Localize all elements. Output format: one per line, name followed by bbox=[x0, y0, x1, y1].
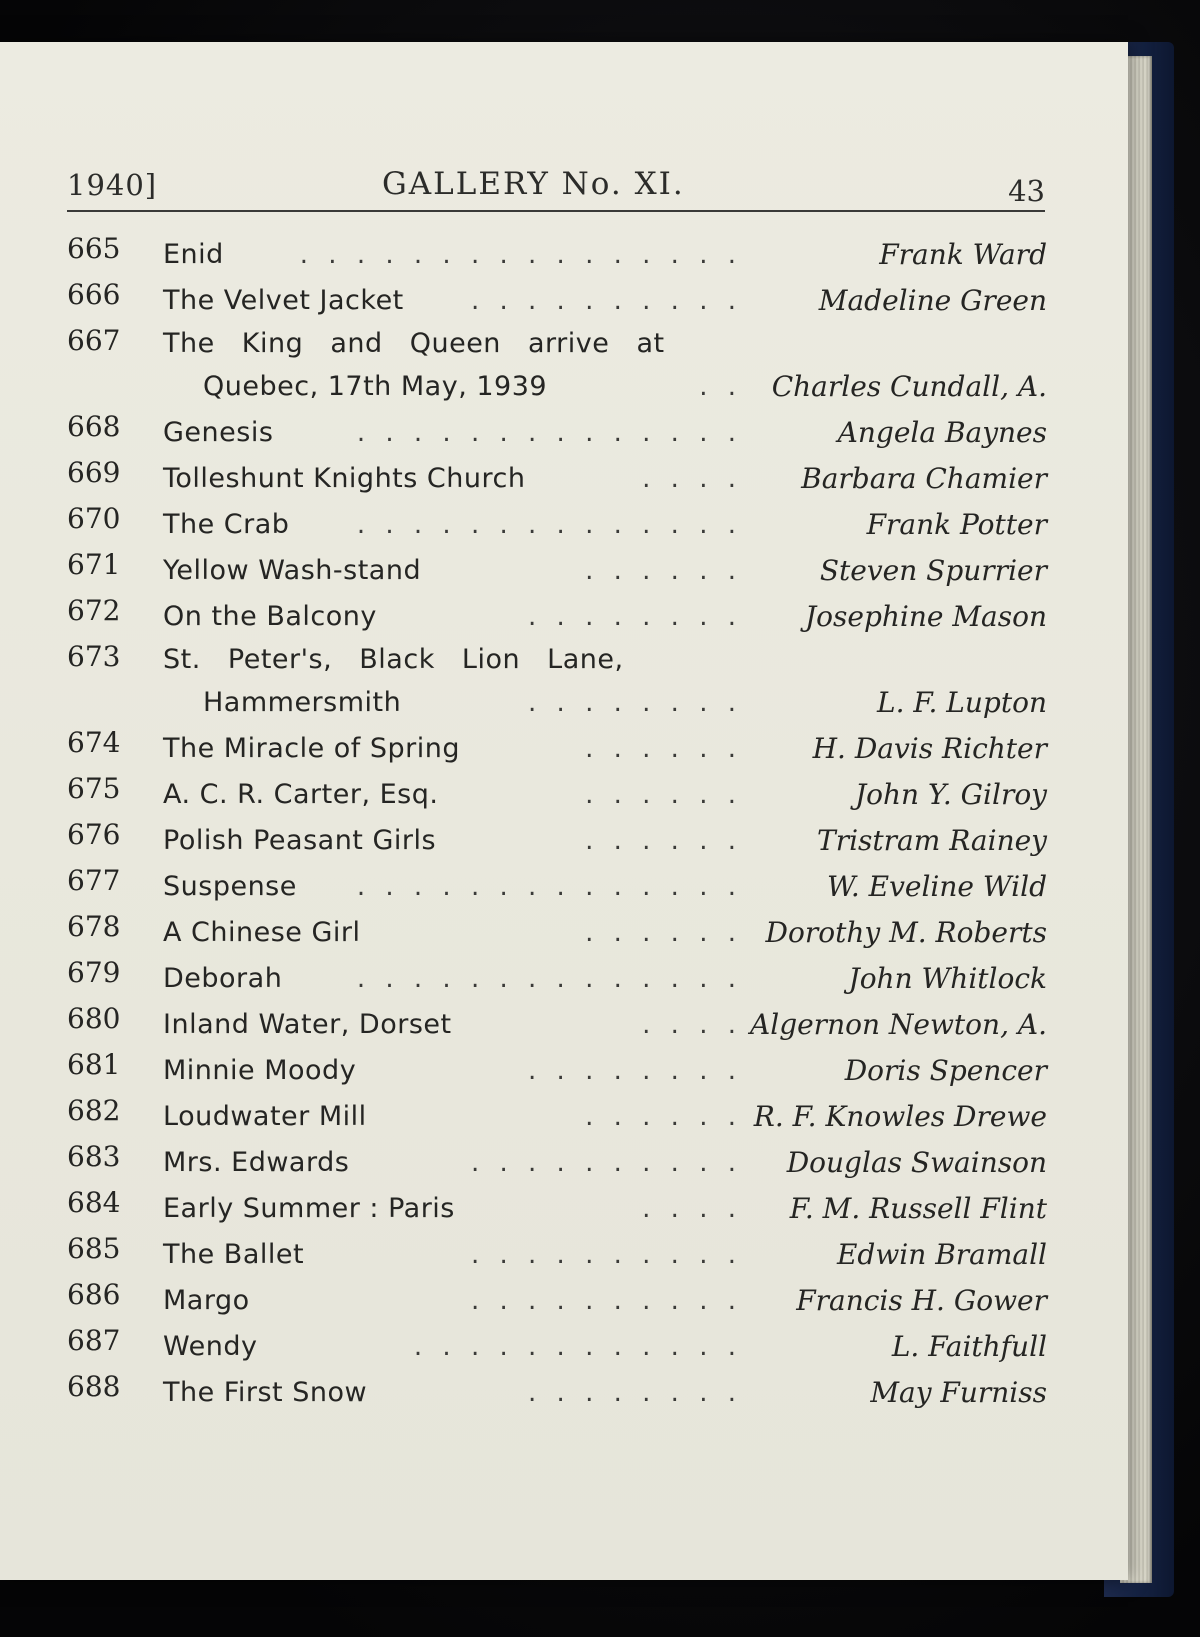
artist-name: Francis H. Gower bbox=[796, 1284, 1047, 1317]
entry-title-continued: Quebec, 17th May, 1939 bbox=[203, 371, 548, 402]
entry-title: Enid bbox=[163, 239, 224, 270]
entry-number: 674 bbox=[67, 726, 121, 759]
catalogue-entry bbox=[67, 1094, 1047, 1140]
catalogue-page bbox=[0, 42, 1128, 1580]
entry-number: 666 bbox=[67, 278, 121, 311]
catalogue-entry bbox=[67, 726, 1047, 772]
leader-dots: . . . . . . . . . . bbox=[470, 1148, 742, 1178]
entry-title: Yellow Wash-stand bbox=[163, 555, 422, 586]
artist-name: Douglas Swainson bbox=[786, 1146, 1047, 1179]
leader-dots: . . . . . . . . bbox=[528, 602, 742, 632]
entry-number: 678 bbox=[67, 910, 121, 943]
catalogue-entry bbox=[67, 956, 1047, 1002]
entry-number: 679 bbox=[67, 956, 121, 989]
entry-number: 683 bbox=[67, 1140, 121, 1173]
leader-dots: . . . . . . bbox=[585, 918, 742, 948]
entry-number: 681 bbox=[67, 1048, 121, 1081]
entry-title: The Miracle of Spring bbox=[163, 733, 461, 764]
entry-number: 688 bbox=[67, 1370, 121, 1403]
entry-title: St. Peter's, Black Lion Lane, bbox=[163, 644, 624, 675]
catalogue-entry bbox=[67, 1232, 1047, 1278]
page-number: 43 bbox=[1008, 174, 1045, 208]
page-header bbox=[67, 160, 1045, 212]
catalogue-entry bbox=[67, 456, 1047, 502]
artist-name: May Furniss bbox=[870, 1376, 1047, 1409]
entry-number: 687 bbox=[67, 1324, 121, 1357]
catalogue-entry bbox=[67, 818, 1047, 864]
entry-title: Mrs. Edwards bbox=[163, 1147, 350, 1178]
entry-number: 676 bbox=[67, 818, 121, 851]
leader-dots: . . . . . . . . bbox=[528, 1378, 742, 1408]
entry-title: Polish Peasant Girls bbox=[163, 825, 437, 856]
artist-name: L. Faithfull bbox=[891, 1330, 1047, 1363]
artist-name: Tristram Rainey bbox=[817, 824, 1047, 857]
leader-dots: . . . . . . . . . . . . . . bbox=[356, 510, 742, 540]
entry-number: 669 bbox=[67, 456, 121, 489]
leader-dots: . . . . . . bbox=[585, 780, 742, 810]
entry-number: 685 bbox=[67, 1232, 121, 1265]
artist-name: Edwin Bramall bbox=[836, 1238, 1047, 1271]
leader-dots: . . . . . . . . . . . . . . bbox=[356, 964, 742, 994]
leader-dots: . . . . bbox=[642, 1010, 742, 1040]
leader-dots: . . . . bbox=[642, 1194, 742, 1224]
entry-title: A Chinese Girl bbox=[163, 917, 361, 948]
entry-title: A. C. R. Carter, Esq. bbox=[163, 779, 439, 810]
leader-dots: . . . . . . . . bbox=[528, 1056, 742, 1086]
entry-title: The Ballet bbox=[163, 1239, 305, 1270]
entry-title: Early Summer : Paris bbox=[163, 1193, 455, 1224]
entry-number: 675 bbox=[67, 772, 121, 805]
entry-number: 672 bbox=[67, 594, 121, 627]
artist-name: Charles Cundall, A. bbox=[771, 370, 1047, 403]
catalogue-entry bbox=[67, 1140, 1047, 1186]
entry-title: Deborah bbox=[163, 963, 283, 994]
catalogue-entry bbox=[67, 594, 1047, 640]
leader-dots: . . . . . . . . . . bbox=[470, 1286, 742, 1316]
entry-title: Suspense bbox=[163, 871, 297, 902]
leader-dots: . . . . . . bbox=[585, 826, 742, 856]
leader-dots: . . . . . . . . . . . . bbox=[413, 1332, 742, 1362]
entry-title: Tolleshunt Knights Church bbox=[163, 463, 526, 494]
catalogue-entry bbox=[67, 910, 1047, 956]
artist-name: Steven Spurrier bbox=[819, 554, 1047, 587]
artist-name: H. Davis Richter bbox=[812, 732, 1047, 765]
artist-name: Frank Ward bbox=[879, 238, 1047, 271]
leader-dots: . . bbox=[699, 372, 742, 402]
entry-title: Minnie Moody bbox=[163, 1055, 357, 1086]
artist-name: John Y. Gilroy bbox=[854, 778, 1047, 811]
artist-name: Angela Baynes bbox=[837, 416, 1047, 449]
leader-dots: . . . . . . . . . . . . . . bbox=[356, 872, 742, 902]
catalogue-entry bbox=[67, 1002, 1047, 1048]
artist-name: Josephine Mason bbox=[804, 600, 1047, 633]
entry-title: Margo bbox=[163, 1285, 250, 1316]
leader-dots: . . . . . . . . . . . . . . . . bbox=[299, 240, 742, 270]
entry-title: Wendy bbox=[163, 1331, 258, 1362]
entry-number: 667 bbox=[67, 324, 121, 357]
artist-name: Madeline Green bbox=[818, 284, 1047, 317]
entry-title: The King and Queen arrive at bbox=[163, 328, 665, 359]
entry-number: 680 bbox=[67, 1002, 121, 1035]
entry-number: 677 bbox=[67, 864, 121, 897]
catalogue-entry bbox=[67, 232, 1047, 278]
entry-title: The Velvet Jacket bbox=[163, 285, 404, 316]
entry-title: Inland Water, Dorset bbox=[163, 1009, 452, 1040]
catalogue-entry bbox=[67, 1186, 1047, 1232]
entry-list bbox=[67, 232, 1057, 1416]
entry-title: On the Balcony bbox=[163, 601, 377, 632]
artist-name: L. F. Lupton bbox=[877, 686, 1047, 719]
catalogue-entry bbox=[67, 324, 1047, 410]
leader-dots: . . . . . . bbox=[585, 734, 742, 764]
entry-number: 668 bbox=[67, 410, 121, 443]
catalogue-entry bbox=[67, 1278, 1047, 1324]
entry-number: 684 bbox=[67, 1186, 121, 1219]
catalogue-entry bbox=[67, 1370, 1047, 1416]
leader-dots: . . . . . . . . . . bbox=[470, 1240, 742, 1270]
catalogue-entry bbox=[67, 548, 1047, 594]
leader-dots: . . . . bbox=[642, 464, 742, 494]
leader-dots: . . . . . . . . . . bbox=[470, 286, 742, 316]
artist-name: Frank Potter bbox=[866, 508, 1047, 541]
artist-name: Doris Spencer bbox=[844, 1054, 1047, 1087]
entry-title: The Crab bbox=[163, 509, 290, 540]
catalogue-entry bbox=[67, 410, 1047, 456]
catalogue-entry bbox=[67, 772, 1047, 818]
entry-title: Loudwater Mill bbox=[163, 1101, 367, 1132]
entry-title-continued: Hammersmith bbox=[203, 687, 402, 718]
entry-number: 673 bbox=[67, 640, 121, 673]
header-year: 1940] bbox=[67, 168, 158, 202]
entry-number: 670 bbox=[67, 502, 121, 535]
catalogue-entry bbox=[67, 1048, 1047, 1094]
entry-number: 665 bbox=[67, 232, 121, 265]
entry-number: 686 bbox=[67, 1278, 121, 1311]
entry-title: Genesis bbox=[163, 417, 274, 448]
artist-name: John Whitlock bbox=[848, 962, 1047, 995]
artist-name: Algernon Newton, A. bbox=[750, 1008, 1047, 1041]
entry-title: The First Snow bbox=[163, 1377, 368, 1408]
artist-name: Barbara Chamier bbox=[801, 462, 1047, 495]
catalogue-entry bbox=[67, 502, 1047, 548]
catalogue-entry bbox=[67, 278, 1047, 324]
leader-dots: . . . . . . bbox=[585, 1102, 742, 1132]
catalogue-entry bbox=[67, 1324, 1047, 1370]
leader-dots: . . . . . . . . bbox=[528, 688, 742, 718]
artist-name: R. F. Knowles Drewe bbox=[753, 1100, 1047, 1133]
leader-dots: . . . . . . bbox=[585, 556, 742, 586]
catalogue-entry bbox=[67, 640, 1047, 726]
artist-name: F. M. Russell Flint bbox=[789, 1192, 1047, 1225]
artist-name: W. Eveline Wild bbox=[826, 870, 1047, 903]
header-title: GALLERY No. XI. bbox=[382, 166, 685, 202]
catalogue-entry bbox=[67, 864, 1047, 910]
entry-number: 682 bbox=[67, 1094, 121, 1127]
artist-name: Dorothy M. Roberts bbox=[765, 916, 1047, 949]
leader-dots: . . . . . . . . . . . . . . bbox=[356, 418, 742, 448]
entry-number: 671 bbox=[67, 548, 121, 581]
